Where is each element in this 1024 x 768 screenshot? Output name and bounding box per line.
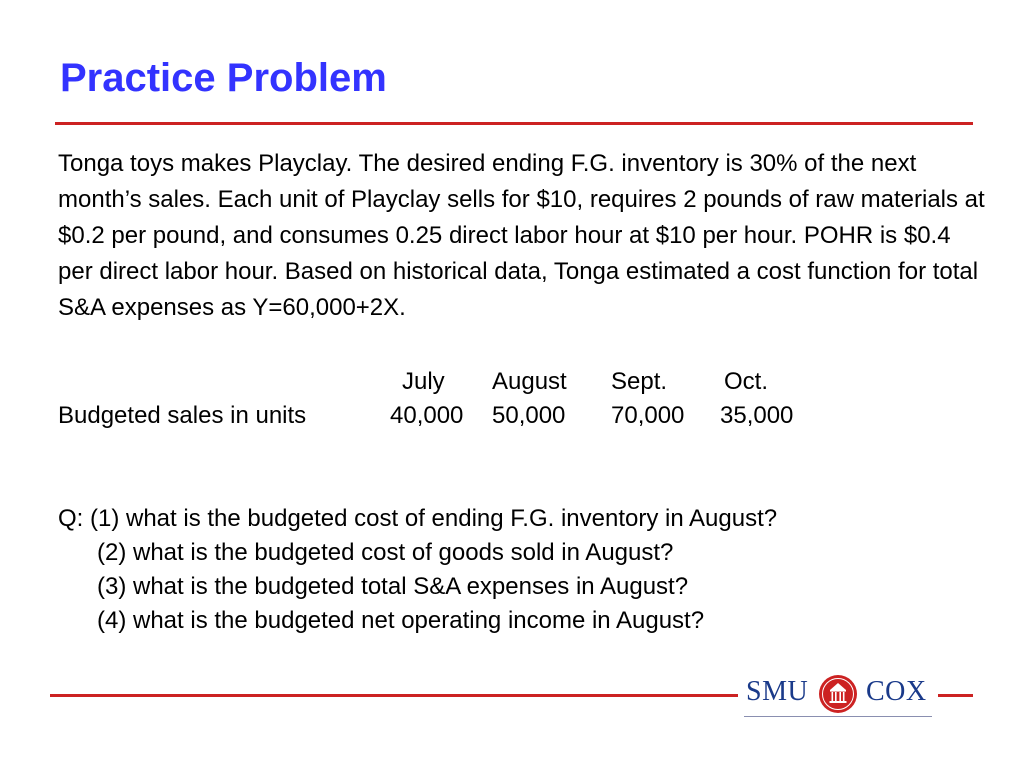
questions-list xyxy=(58,502,777,638)
logo-cox-text: COX xyxy=(866,676,927,707)
footer-divider-left xyxy=(50,694,738,697)
sales-value-august: 50,000 xyxy=(492,402,566,429)
month-august: August xyxy=(492,368,567,395)
problem-statement: Tonga toys makes Playclay. The desired ending F.G. inventory is 30% of the next month’s sales. Each unit of Playclay sells for $10, requires 2 pounds of raw materials at $0.2 per pound, and consumes 0.25 direct labor hour at $10 per hour. POHR is $0.4 per direct labor hour. Based on historical data, Tonga estimated a cost function for total S&A expenses as Y=60,000+2X. xyxy=(58,150,985,321)
month-july: July xyxy=(402,368,445,395)
sales-value-sept: 70,000 xyxy=(611,402,685,429)
title-divider xyxy=(55,122,973,125)
question-1: Q: (1) what is the budgeted cost of ending F.G. inventory in August? xyxy=(58,505,778,532)
footer-divider-right xyxy=(938,694,973,697)
logo-smu-text: SMU xyxy=(746,676,809,707)
question-2: (2) what is the budgeted cost of goods sold in August? xyxy=(97,539,674,566)
month-sept: Sept. xyxy=(611,368,668,395)
month-oct: Oct. xyxy=(724,368,769,395)
sales-row-label: Budgeted sales in units xyxy=(58,402,307,429)
logo-underline xyxy=(744,716,932,717)
sales-value-oct: 35,000 xyxy=(720,402,794,429)
slide-title: Practice Problem xyxy=(60,56,387,100)
smu-cox-logo xyxy=(742,672,934,720)
smu-seal-icon xyxy=(818,674,858,714)
question-3: (3) what is the budgeted total S&A expenses in August? xyxy=(97,573,689,600)
question-4: (4) what is the budgeted net operating income in August? xyxy=(97,607,705,634)
sales-value-july: 40,000 xyxy=(390,402,464,429)
